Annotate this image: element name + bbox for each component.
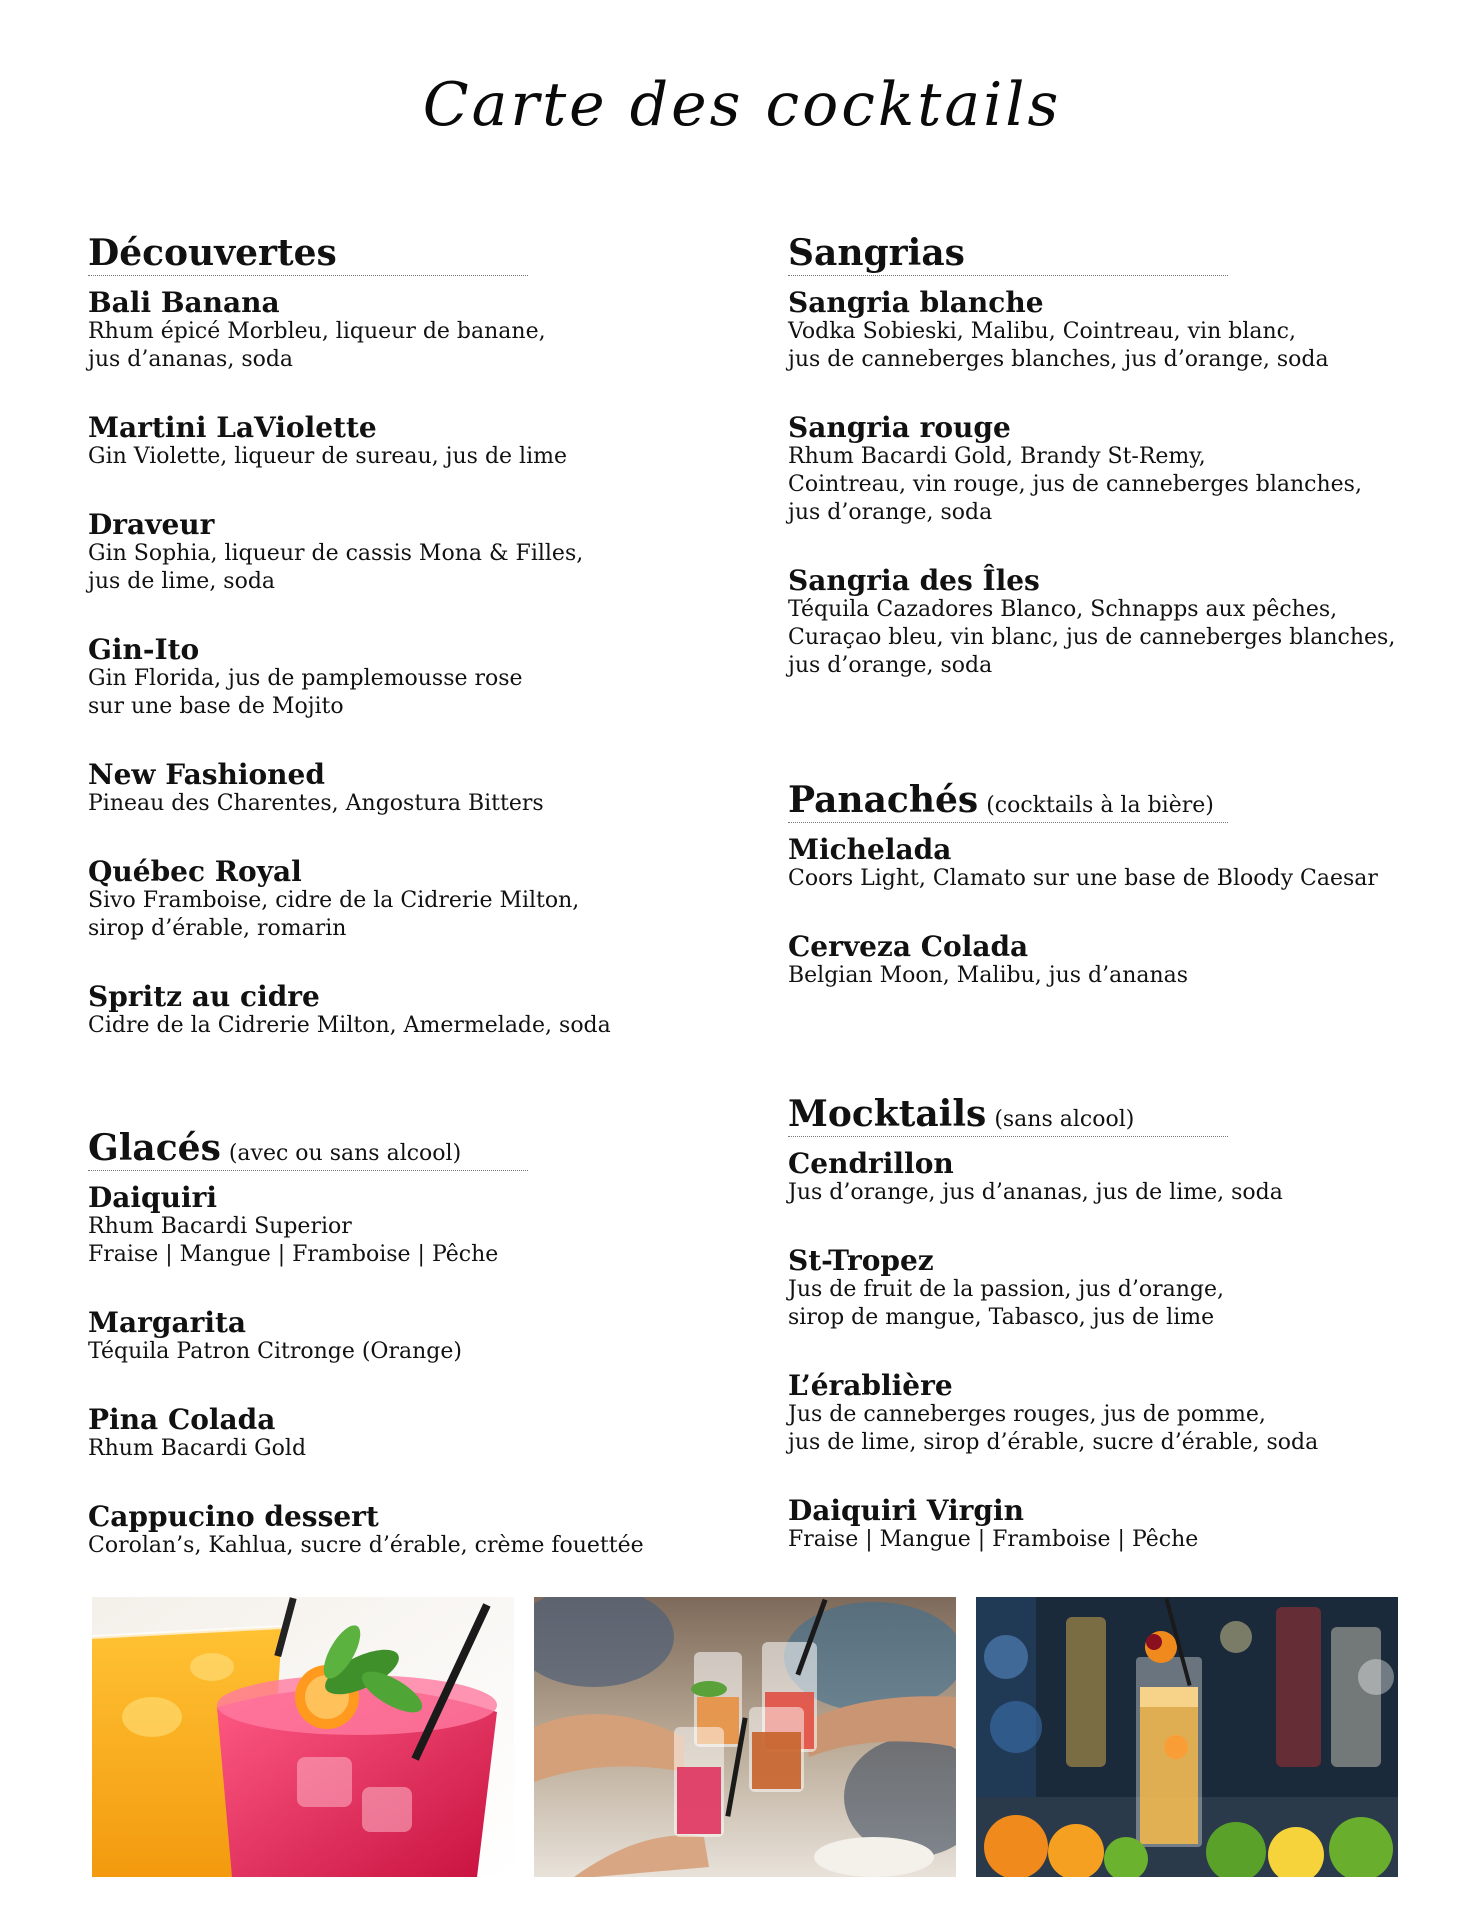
menu-item-description: [88, 443, 738, 471]
section-header: [788, 1093, 1228, 1137]
menu-item-description: [88, 540, 738, 596]
menu-item-description: [88, 790, 738, 818]
description-line: Rhum épicé Morbleu, liqueur de banane,: [88, 319, 546, 344]
menu-item-name: Sangria rouge: [788, 411, 1011, 444]
description-line: Pineau des Charentes, Angostura Bitters: [88, 791, 544, 816]
menu-item: [88, 982, 738, 1040]
photo-friends-toasting: [534, 1597, 956, 1877]
section-title: Glacés: [88, 1127, 221, 1169]
description-line: jus de lime, soda: [88, 569, 276, 594]
menu-item-description: [88, 1338, 738, 1366]
menu-item-name: Bali Banana: [88, 286, 280, 319]
description-line: Téquila Cazadores Blanco, Schnapps aux pêches,: [788, 597, 1338, 622]
menu-item-name: Gin-Ito: [88, 633, 200, 666]
menu-item: [788, 288, 1438, 374]
description-line: Curaçao bleu, vin blanc, jus de canneberges blanches,: [788, 625, 1396, 650]
menu-item-name: St-Tropez: [788, 1244, 934, 1277]
description-line: Gin Sophia, liqueur de cassis Mona & Filles,: [88, 541, 584, 566]
menu-item-name: Sangria des Îles: [788, 564, 1040, 597]
description-line: Fraise | Mangue | Framboise | Pêche: [88, 1242, 499, 1267]
description-line: jus de lime, sirop d’érable, sucre d’érable, soda: [788, 1430, 1319, 1455]
description-line: Belgian Moon, Malibu, jus d’ananas: [788, 963, 1189, 988]
description-line: sirop d’érable, romarin: [88, 916, 347, 941]
menu-item-name: Spritz au cidre: [88, 980, 320, 1013]
menu-item-name: Sangria blanche: [788, 286, 1044, 319]
menu-item: [788, 835, 1438, 893]
menu-item-name: Draveur: [88, 508, 215, 541]
menu-item: [88, 288, 738, 374]
section-decouvertes: [88, 232, 738, 1040]
section-header: [88, 232, 528, 276]
description-line: Coors Light, Clamato sur une base de Bloody Caesar: [788, 866, 1378, 891]
section-panaches: [788, 779, 1438, 990]
description-line: Sivo Framboise, cidre de la Cidrerie Milton,: [88, 888, 580, 913]
section-header: [88, 1127, 528, 1171]
menu-item-description: [788, 1526, 1438, 1554]
menu-item-description: [788, 865, 1438, 893]
description-line: jus de canneberges blanches, jus d’orange, soda: [788, 347, 1329, 372]
section-sangrias: [788, 232, 1438, 680]
description-line: Rhum Bacardi Gold, Brandy St-Remy,: [788, 444, 1206, 469]
menu-item: [788, 1246, 1438, 1332]
description-line: Rhum Bacardi Superior: [88, 1214, 352, 1239]
description-line: Cidre de la Cidrerie Milton, Amermelade, soda: [88, 1013, 611, 1038]
menu-item-name: Pina Colada: [88, 1403, 276, 1436]
menu-item-description: [788, 596, 1438, 680]
menu-item-name: Margarita: [88, 1306, 247, 1339]
menu-item: [88, 635, 738, 721]
section-title: Mocktails: [788, 1093, 987, 1135]
menu-item: [88, 760, 738, 818]
menu-item-description: [88, 665, 738, 721]
menu-item-description: [788, 443, 1438, 527]
menu-item: [88, 1308, 738, 1366]
menu-item: [788, 1371, 1438, 1457]
menu-item-description: [788, 1401, 1438, 1457]
section-title: Découvertes: [88, 232, 337, 274]
menu-item-name: Cerveza Colada: [788, 930, 1029, 963]
description-line: Gin Violette, liqueur de sureau, jus de lime: [88, 444, 568, 469]
menu-item-description: [788, 1276, 1438, 1332]
menu-item-name: Québec Royal: [88, 855, 302, 888]
menu-item-description: [788, 962, 1438, 990]
section-subtitle: (sans alcool): [994, 1107, 1135, 1132]
items-list: [788, 835, 1438, 990]
description-line: Rhum Bacardi Gold: [88, 1436, 307, 1461]
items-list: [88, 1183, 738, 1560]
description-line: jus d’orange, soda: [788, 653, 993, 678]
photo-highball-citrus: [976, 1597, 1398, 1877]
menu-item-description: [788, 1179, 1438, 1207]
menu-item-description: [788, 318, 1438, 374]
menu-item: [788, 413, 1438, 527]
menu-item-description: [88, 1435, 738, 1463]
menu-item: [88, 1502, 738, 1560]
menu-item-description: [88, 887, 738, 943]
menu-item-description: [88, 318, 738, 374]
description-line: Vodka Sobieski, Malibu, Cointreau, vin blanc,: [788, 319, 1296, 344]
description-line: Fraise | Mangue | Framboise | Pêche: [788, 1527, 1199, 1552]
menu-item-description: [88, 1532, 738, 1560]
menu-item-name: Martini LaViolette: [88, 411, 377, 444]
description-line: sur une base de Mojito: [88, 694, 344, 719]
items-list: [788, 288, 1438, 680]
section-header: [788, 779, 1228, 823]
description-line: sirop de mangue, Tabasco, jus de lime: [788, 1305, 1215, 1330]
menu-item-name: Cappucino dessert: [88, 1500, 379, 1533]
description-line: Téquila Patron Citronge (Orange): [88, 1339, 462, 1364]
description-line: Jus de fruit de la passion, jus d’orange,: [788, 1277, 1225, 1302]
description-line: Corolan’s, Kahlua, sucre d’érable, crème fouettée: [88, 1533, 644, 1558]
section-header: [788, 232, 1228, 276]
menu-item: [88, 413, 738, 471]
items-list: [88, 288, 738, 1040]
description-line: Gin Florida, jus de pamplemousse rose: [88, 666, 523, 691]
description-line: Cointreau, vin rouge, jus de canneberges blanches,: [788, 472, 1362, 497]
description-line: Jus d’orange, jus d’ananas, jus de lime, soda: [788, 1180, 1283, 1205]
section-title: Sangrias: [788, 232, 965, 274]
photo-cocktails-closeup: [92, 1597, 514, 1877]
menu-item: [788, 932, 1438, 990]
section-title: Panachés: [788, 779, 979, 821]
menu-item-name: Cendrillon: [788, 1147, 954, 1180]
menu-item: [88, 1405, 738, 1463]
menu-item-name: L’érablière: [788, 1369, 953, 1402]
menu-item: [788, 1149, 1438, 1207]
menu-item-description: [88, 1012, 738, 1040]
section-subtitle: (avec ou sans alcool): [228, 1141, 462, 1166]
section-mocktails: [788, 1093, 1438, 1554]
menu-item: [788, 1496, 1438, 1554]
description-line: jus d’orange, soda: [788, 500, 993, 525]
description-line: jus d’ananas, soda: [88, 347, 294, 372]
items-list: [788, 1149, 1438, 1554]
menu-item-name: New Fashioned: [88, 758, 325, 791]
menu-item: [88, 857, 738, 943]
section-subtitle: (cocktails à la bière): [986, 793, 1214, 818]
page-title: Carte des cocktails: [422, 70, 1062, 140]
menu-item: [88, 510, 738, 596]
menu-item-name: Michelada: [788, 833, 952, 866]
menu-item-description: [88, 1213, 738, 1269]
section-glaces: [88, 1127, 738, 1560]
menu-item-name: Daiquiri: [88, 1181, 218, 1214]
description-line: Jus de canneberges rouges, jus de pomme,: [788, 1402, 1266, 1427]
menu-item: [88, 1183, 738, 1269]
menu-item: [788, 566, 1438, 680]
menu-item-name: Daiquiri Virgin: [788, 1494, 1024, 1527]
